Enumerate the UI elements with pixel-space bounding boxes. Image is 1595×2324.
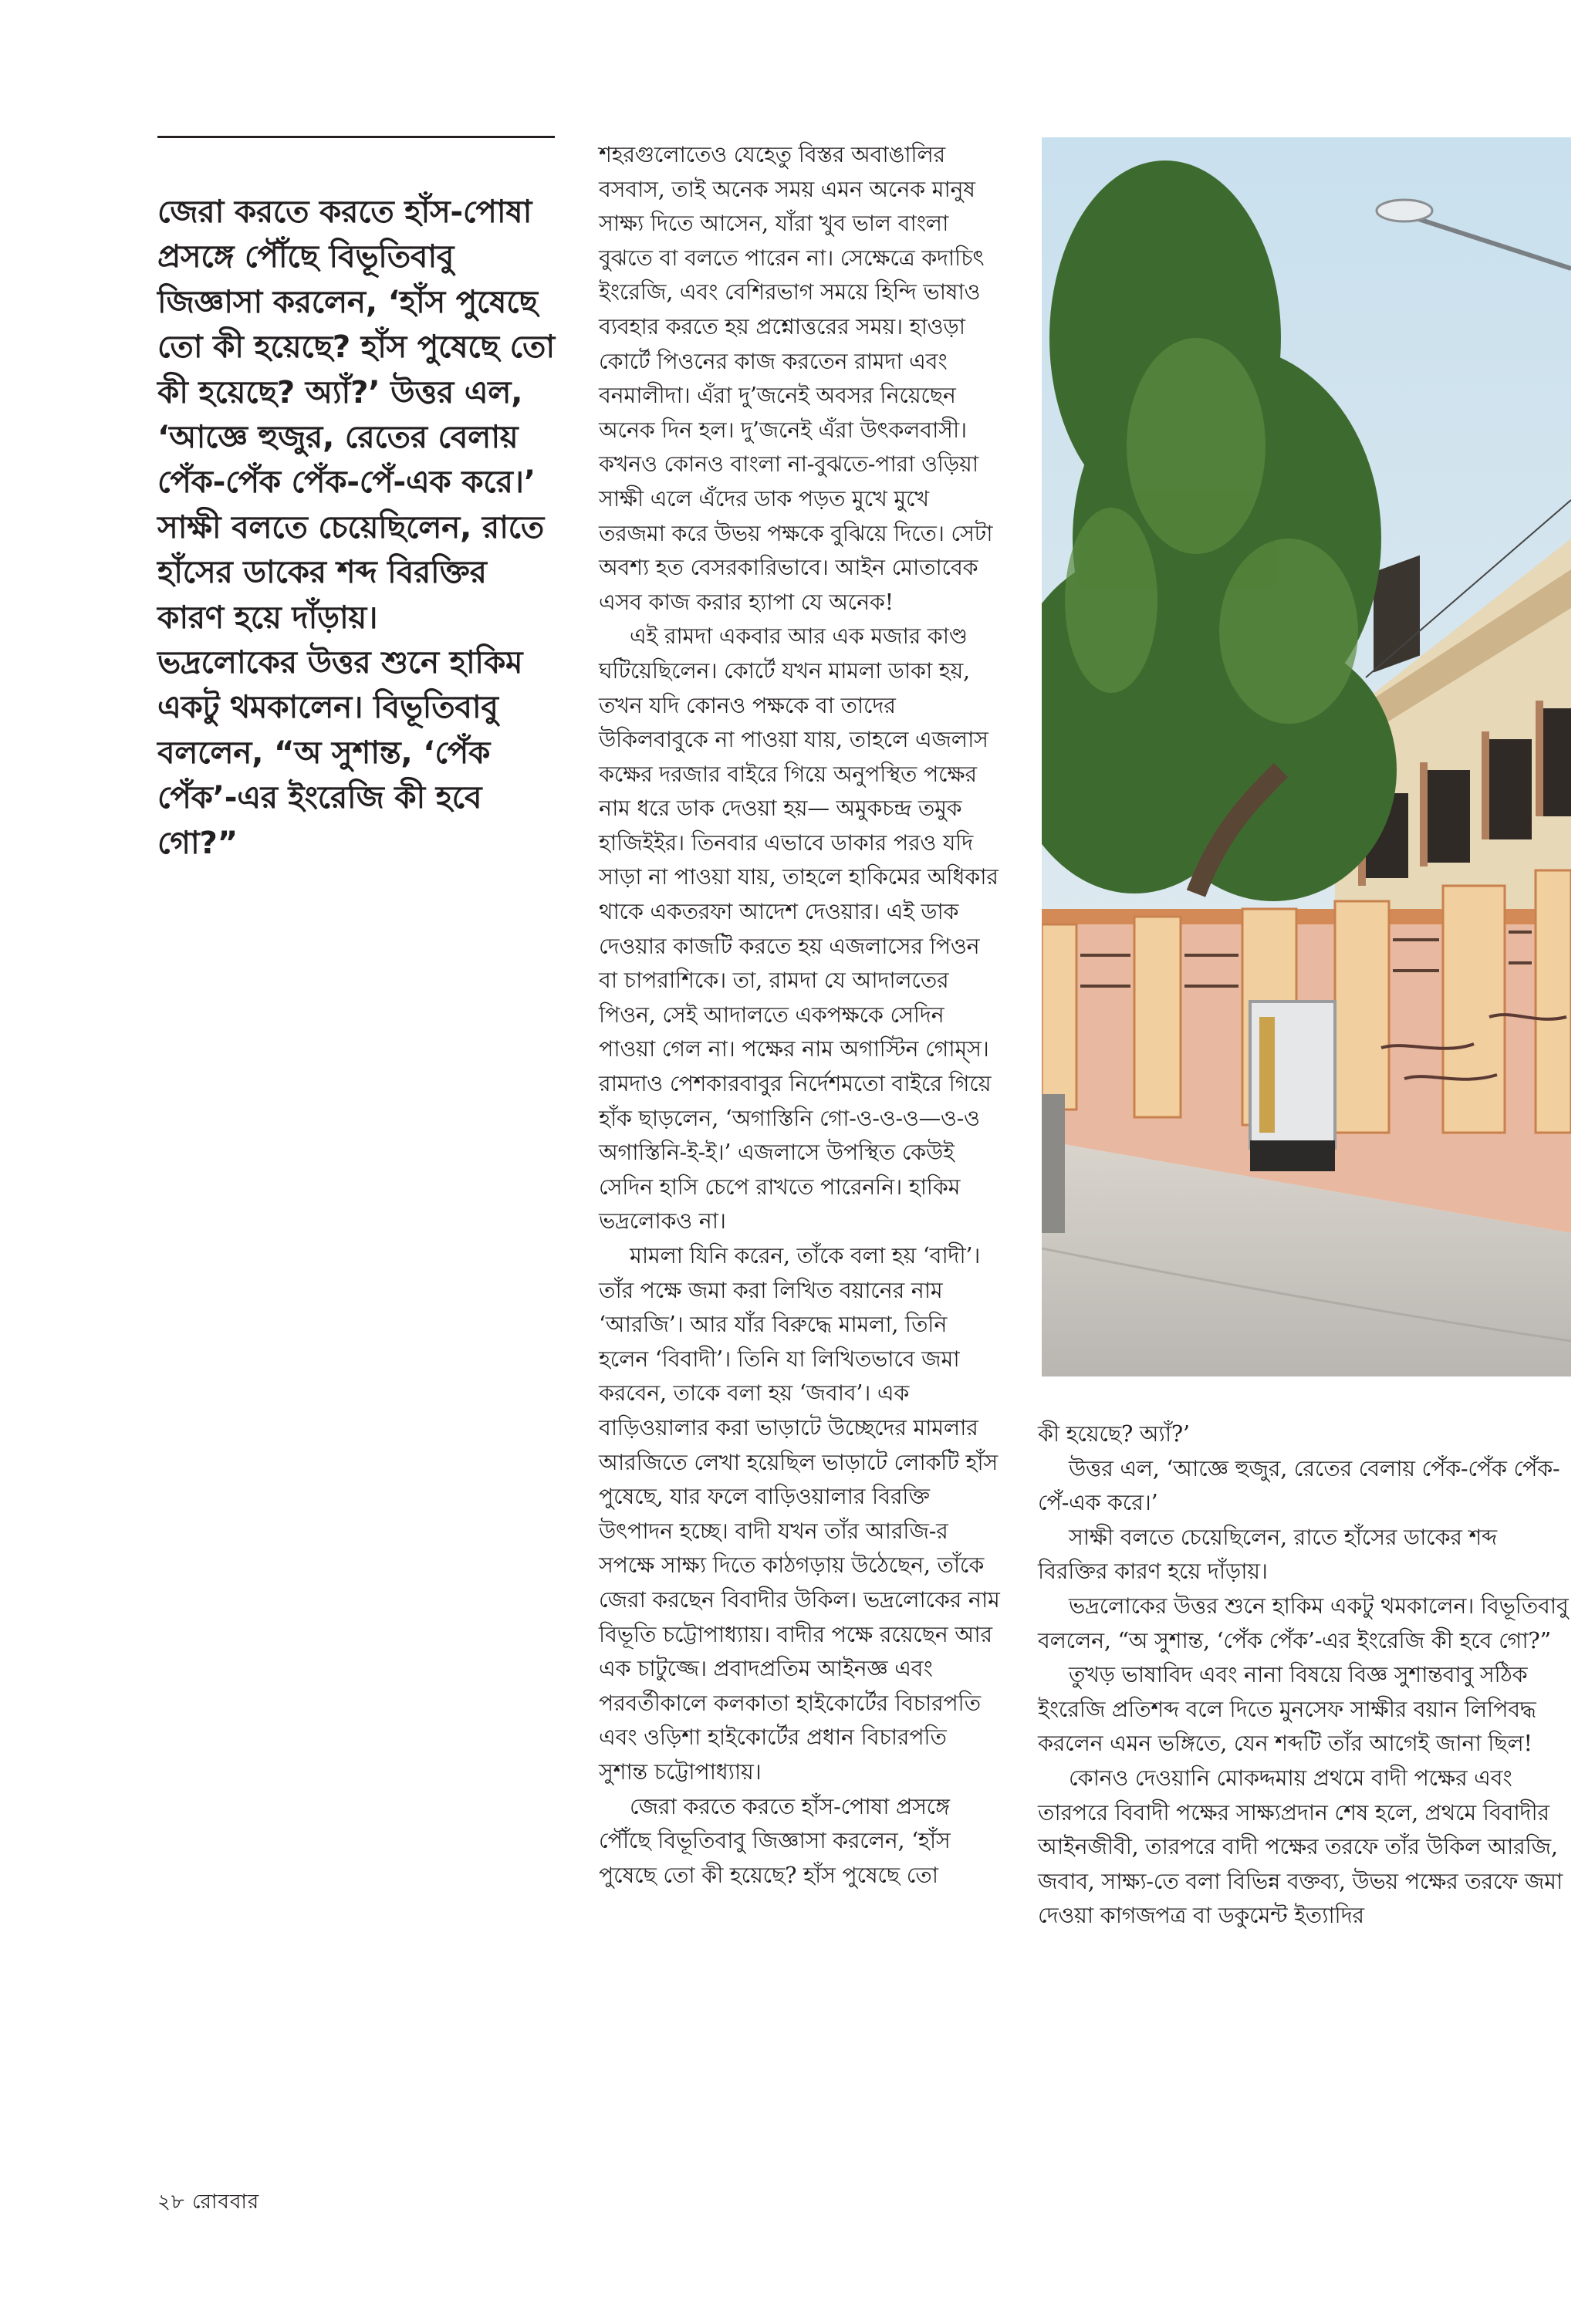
body-paragraph: কোনও দেওয়ানি মোকদ্দমায় প্রথমে বাদী পক্ষের এবং তারপরে বিবাদী পক্ষের সাক্ষ্যপ্রদান শেষ হলে, প্রথমে বিবাদীর আইনজীবী, তারপরে বাদী পক্ষের তরফে তাঁর উকিল আরজি, জবাব, সাক্ষ্য-তে বলা বিভিন্ন বক্তব্য, উভয় পক্ষের তরফে জমা দেওয়া কাগজপত্র বা ডকুমেন্ট ইত্যাদির (1038, 1764, 1563, 1929)
body-paragraph: সাক্ষী বলতে চেয়েছিলেন, রাতে হাঁসের ডাকের শব্দ বিরক্তির কারণ হয়ে দাঁড়ায়। (1038, 1523, 1497, 1585)
body-paragraph: শহরগুলোতেও যেহেতু বিস্তর অবাঙালির বসবাস, তাই অনেক সময় এমন অনেক মানুষ সাক্ষ্য দিতে আসেন, যাঁরা খুব ভাল বাংলা বুঝতে বা বলতে পারেন না। সেক্ষেত্রে কদাচিৎ ইংরেজি, এবং বেশিরভাগ সময়ে হিন্দি ভাষাও ব্যবহার করতে হয় প্রশ্নোত্তরের সময়। হাওড়া কোর্টে পিওনের কাজ করতেন রামদা এবং বনমালীদা। এঁরা দু’জনেই অবসর নিয়েছেন অনেক দিন হল। দু’জনেই এঁরা উৎকলবাসী। কখনও কোনও বাংলা না-বুঝতে-পারা ওড়িয়া সাক্ষী এলে এঁদের ডাক পড়ত মুখে মুখে তরজমা করে উভয় পক্ষকে বুঝিয়ে দিতে। সেটা অবশ্য হত বেসরকারিভাবে। আইন মোতাবেক এসব কাজ করার হ্যাপা যে অনেক! (599, 141, 993, 615)
body-paragraph: ভদ্রলোকের উত্তর শুনে হাকিম একটু থমকালেন। বিভূতিবাবু বললেন, “অ সুশান্ত, ‘পেঁক পেঁক’-এর ইংরেজি কী হবে গো?” (1038, 1592, 1569, 1653)
body-paragraph: এই রামদা একবার আর এক মজার কাণ্ড ঘটিয়েছিলেন। কোর্টে যখন মামলা ডাকা হয়, তখন যদি কোনও পক্ষকে বা তাদের উকিলবাবুকে না পাওয়া যায়, তাহলে এজলাস কক্ষের দরজার বাইরে গিয়ে অনুপস্থিত পক্ষের নাম ধরে ডাক দেওয়া হয়— অমুকচন্দ্র তমুক হাজিইইর। তিনবার এভাবে ডাকার পরও যদি সাড়া না পাওয়া যায়, তাহলে হাকিমের অধিকার থাকে একতরফা আদেশ দেওয়ার। এই ডাক দেওয়ার কাজটি করতে হয় এজলাসের পিওন বা চাপরাশিকে। তা, রামদা যে আদালতের পিওন, সেই আদালতে একপক্ষকে সেদিন পাওয়া গেল না। পক্ষের নাম অগাস্টিন গোম্স। রামদাও পেশকারবাবুর নির্দেশমতো বাইরে গিয়ে হাঁক ছাড়লেন, ‘অগাস্তিনি গো-ও-ও-ও—ও-ও অগাস্তিনি-ই-ই।’ এজলাসে উপস্থিত কেউই সেদিন হাসি চেপে রাখতে পারেননি। হাকিম ভদ্রলোকও না। (599, 623, 999, 1235)
article-column-middle (599, 137, 1002, 1892)
body-paragraph: মামলা যিনি করেন, তাঁকে বলা হয় ‘বাদী’। তাঁর পক্ষে জমা করা লিখিত বয়ানের নাম ‘আরজি’। আর যাঁর বিরুদ্ধে মামলা, তিনি হলেন ‘বিবাদী’। তিনি যা লিখিতভাবে জমা করবেন, তাকে বলা হয় ‘জবাব’। এক বাড়িওয়ালার করা ভাড়াটে উচ্ছেদের মামলার আরজিতে লেখা হয়েছিল ভাড়াটে লোকটি হাঁস পুষেছে, যার ফলে বাড়িওয়ালার বিরক্তি উৎপাদন হচ্ছে। বাদী যখন তাঁর আরজি-র সপক্ষে সাক্ষ্য দিতে কাঠগড়ায় উঠেছেন, তাঁকে জেরা করছেন বিবাদীর উকিল। ভদ্রলোকের নাম বিভূতি চট্টোপাধ্যায়। বাদীর পক্ষে রয়েছেন আর এক চাটুজ্জে। প্রবাদপ্রতিম আইনজ্ঞ এবং পরবর্তীকালে কলকাতা হাইকোর্টের বিচারপতি এবং ওড়িশা হাইকোর্টের প্রধান বিচারপতি সুশান্ত চট্টোপাধ্যায়। (599, 1242, 1000, 1785)
article-column-right (1038, 1417, 1570, 1933)
page-folio: ২৮ রোববার (157, 2191, 260, 2214)
body-paragraph: জেরা করতে করতে হাঁস-পোষা প্রসঙ্গে পৌঁছে বিভূতিবাবু জিজ্ঞাসা করলেন, ‘হাঁস পুষেছে তো কী হয়েছে? হাঁস পুষেছে তো (599, 1792, 951, 1888)
body-paragraph: উত্তর এল, ‘আজ্ঞে হুজুর, রেতের বেলায় পেঁক-পেঁক পেঁক-পেঁ-এক করে।’ (1038, 1454, 1560, 1516)
body-paragraph: তুখড় ভাষাবিদ এবং নানা বিষয়ে বিজ্ঞ সুশান্তবাবু সঠিক ইংরেজি প্রতিশব্দ বলে দিতে মুনসেফ সাক্ষীর বয়ান লিপিবদ্ধ করলেন এমন ভঙ্গিতে, যেন শব্দটি তাঁর আগেই জানা ছিল! (1038, 1661, 1536, 1757)
pull-quote-rule (157, 136, 555, 138)
street-court-wall-photo (1042, 137, 1571, 1376)
body-paragraph: কী হয়েছে? অ্যাঁ?’ (1038, 1420, 1190, 1447)
pull-quote (157, 189, 555, 865)
pull-quote-paragraph: ভদ্রলোকের উত্তর শুনে হাকিম একটু থমকালেন। বিভূতিবাবু বললেন, “অ সুশান্ত, ‘পেঁক পেঁক’-এর ইংরেজি কী হবে গো?” (157, 643, 523, 861)
pull-quote-paragraph: জেরা করতে করতে হাঁস-পোষা প্রসঙ্গে পৌঁছে বিভূতিবাবু জিজ্ঞাসা করলেন, ‘হাঁস পুষেছে তো কী হয়েছে? হাঁস পুষেছে তো কী হয়েছে? অ্যাঁ?’ উত্তর এল, ‘আজ্ঞে হুজুর, রেতের বেলায় পেঁক-পেঁক পেঁক-পেঁ-এক করে।’ সাক্ষী বলতে চেয়েছিলেন, রাতে হাঁসের ডাকের শব্দ বিরক্তির কারণ হয়ে দাঁড়ায়। (157, 193, 555, 636)
